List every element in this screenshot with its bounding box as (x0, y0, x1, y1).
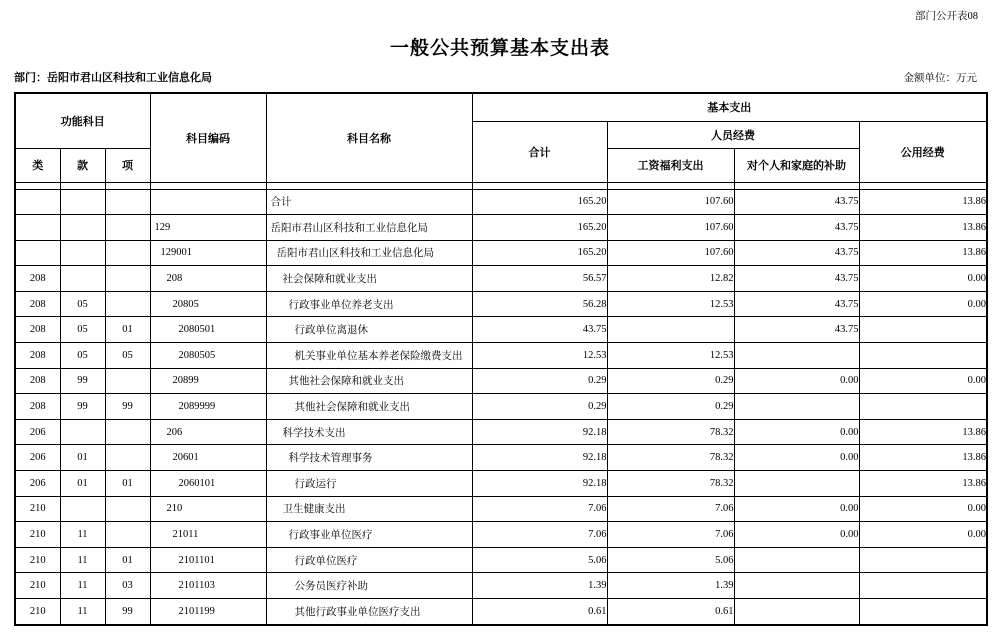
table-row (15, 522, 987, 548)
header-class: 类 (15, 148, 60, 182)
cell-class (15, 240, 60, 266)
cell-total: 0.29 (472, 394, 607, 420)
cell-family-subsidy: 0.00 (734, 419, 859, 445)
table-row (15, 291, 987, 317)
cell-salary-welfare: 12.82 (607, 266, 734, 292)
cell-class: 208 (15, 394, 60, 420)
cell-clause: 11 (60, 599, 105, 625)
table-row (15, 266, 987, 292)
cell-subject-name: 行政事业单位养老支出 (266, 291, 472, 317)
cell-clause: 01 (60, 471, 105, 497)
cell-salary-welfare: 7.06 (607, 496, 734, 522)
header-clause: 款 (60, 148, 105, 182)
cell-family-subsidy: 43.75 (734, 317, 859, 343)
cell-subject-name: 科学技术支出 (266, 419, 472, 445)
cell-family-subsidy: 0.00 (734, 368, 859, 394)
cell-family-subsidy (734, 573, 859, 599)
cell-subject-name: 其他行政事业单位医疗支出 (266, 599, 472, 625)
cell-class: 208 (15, 317, 60, 343)
cell-subject-code: 20805 (150, 291, 266, 317)
cell-salary-welfare: 107.60 (607, 215, 734, 241)
header-body-separator (15, 182, 987, 189)
cell-class: 208 (15, 368, 60, 394)
cell-clause: 11 (60, 522, 105, 548)
cell-public-funds: 13.86 (859, 471, 987, 497)
cell-total: 12.53 (472, 343, 607, 369)
cell-subject-code: 208 (150, 266, 266, 292)
table-row (15, 368, 987, 394)
cell-salary-welfare: 78.32 (607, 419, 734, 445)
meta-row (14, 69, 977, 85)
cell-class: 210 (15, 522, 60, 548)
cell-clause: 11 (60, 547, 105, 573)
table-row (15, 215, 987, 241)
cell-clause: 11 (60, 573, 105, 599)
cell-public-funds: 13.86 (859, 189, 987, 215)
cell-class (15, 189, 60, 215)
cell-family-subsidy (734, 343, 859, 369)
cell-subject-code: 2089999 (150, 394, 266, 420)
table-row (15, 547, 987, 573)
table-row (15, 189, 987, 215)
cell-clause: 05 (60, 317, 105, 343)
cell-item: 01 (105, 547, 150, 573)
cell-salary-welfare: 1.39 (607, 573, 734, 599)
cell-salary-welfare: 7.06 (607, 522, 734, 548)
cell-family-subsidy: 0.00 (734, 522, 859, 548)
cell-family-subsidy (734, 547, 859, 573)
cell-item (105, 445, 150, 471)
cell-subject-name: 科学技术管理事务 (266, 445, 472, 471)
cell-class: 210 (15, 599, 60, 625)
cell-public-funds: 0.00 (859, 368, 987, 394)
cell-salary-welfare: 0.61 (607, 599, 734, 625)
table-row (15, 240, 987, 266)
cell-clause (60, 266, 105, 292)
cell-class: 206 (15, 471, 60, 497)
cell-total: 43.75 (472, 317, 607, 343)
cell-item: 01 (105, 317, 150, 343)
cell-subject-code: 206 (150, 419, 266, 445)
cell-public-funds: 13.86 (859, 419, 987, 445)
cell-class: 206 (15, 445, 60, 471)
cell-family-subsidy: 43.75 (734, 215, 859, 241)
table-row (15, 599, 987, 625)
header-row-1 (15, 93, 987, 121)
table-row (15, 573, 987, 599)
cell-subject-code: 2080505 (150, 343, 266, 369)
cell-item (105, 189, 150, 215)
cell-family-subsidy: 43.75 (734, 189, 859, 215)
cell-salary-welfare: 78.32 (607, 471, 734, 497)
header-subject-name: 科目名称 (266, 93, 472, 182)
cell-total: 5.06 (472, 547, 607, 573)
table-header (15, 93, 987, 189)
cell-subject-code: 2080501 (150, 317, 266, 343)
table-row (15, 343, 987, 369)
cell-item: 99 (105, 394, 150, 420)
cell-clause (60, 240, 105, 266)
cell-class: 208 (15, 343, 60, 369)
cell-total: 92.18 (472, 445, 607, 471)
cell-subject-name: 卫生健康支出 (266, 496, 472, 522)
cell-salary-welfare: 12.53 (607, 343, 734, 369)
cell-item: 01 (105, 471, 150, 497)
cell-clause (60, 189, 105, 215)
page-title: 一般公共预算基本支出表 (389, 38, 610, 59)
cell-family-subsidy (734, 394, 859, 420)
cell-total: 165.20 (472, 189, 607, 215)
cell-subject-code: 2101199 (150, 599, 266, 625)
cell-total: 165.20 (472, 240, 607, 266)
cell-public-funds (859, 573, 987, 599)
cell-subject-name: 岳阳市君山区科技和工业信息化局 (266, 240, 472, 266)
cell-item (105, 368, 150, 394)
cell-subject-name: 其他社会保障和就业支出 (266, 394, 472, 420)
cell-class: 210 (15, 547, 60, 573)
cell-clause: 99 (60, 368, 105, 394)
cell-class: 208 (15, 291, 60, 317)
budget-table (14, 92, 988, 626)
table-row (15, 445, 987, 471)
cell-family-subsidy (734, 599, 859, 625)
cell-class: 210 (15, 496, 60, 522)
header-personnel-funds: 人员经费 (607, 121, 859, 148)
cell-subject-name: 合计 (266, 189, 472, 215)
cell-subject-code: 129001 (150, 240, 266, 266)
table-row (15, 419, 987, 445)
cell-salary-welfare: 0.29 (607, 394, 734, 420)
cell-subject-name: 公务员医疗补助 (266, 573, 472, 599)
cell-salary-welfare: 12.53 (607, 291, 734, 317)
cell-public-funds (859, 599, 987, 625)
cell-subject-code: 210 (150, 496, 266, 522)
cell-total: 56.57 (472, 266, 607, 292)
header-salary-welfare: 工资福利支出 (607, 148, 734, 182)
cell-public-funds: 0.00 (859, 291, 987, 317)
cell-subject-code: 129 (150, 215, 266, 241)
cell-salary-welfare: 0.29 (607, 368, 734, 394)
cell-family-subsidy: 43.75 (734, 291, 859, 317)
header-item: 项 (105, 148, 150, 182)
cell-subject-name: 岳阳市君山区科技和工业信息化局 (266, 215, 472, 241)
cell-public-funds (859, 317, 987, 343)
cell-subject-code: 2060101 (150, 471, 266, 497)
cell-subject-name: 行政单位医疗 (266, 547, 472, 573)
cell-clause: 99 (60, 394, 105, 420)
cell-salary-welfare: 5.06 (607, 547, 734, 573)
cell-item: 99 (105, 599, 150, 625)
form-number-label: 部门公开表08 (915, 11, 978, 22)
cell-salary-welfare (607, 317, 734, 343)
cell-clause: 05 (60, 343, 105, 369)
cell-clause: 05 (60, 291, 105, 317)
cell-family-subsidy: 0.00 (734, 496, 859, 522)
header-family-subsidy: 对个人和家庭的补助 (734, 148, 859, 182)
cell-total: 1.39 (472, 573, 607, 599)
cell-subject-name: 行政单位离退休 (266, 317, 472, 343)
cell-item (105, 419, 150, 445)
cell-clause (60, 496, 105, 522)
cell-subject-code: 21011 (150, 522, 266, 548)
cell-clause: 01 (60, 445, 105, 471)
cell-item (105, 266, 150, 292)
header-functional-subject: 功能科目 (15, 93, 150, 148)
cell-total: 7.06 (472, 496, 607, 522)
header-public-funds: 公用经费 (859, 121, 987, 182)
cell-subject-code: 20601 (150, 445, 266, 471)
cell-item: 03 (105, 573, 150, 599)
cell-subject-name: 机关事业单位基本养老保险缴费支出 (266, 343, 472, 369)
cell-family-subsidy: 0.00 (734, 445, 859, 471)
cell-public-funds (859, 394, 987, 420)
cell-total: 0.29 (472, 368, 607, 394)
cell-class (15, 215, 60, 241)
cell-item (105, 291, 150, 317)
cell-family-subsidy (734, 471, 859, 497)
header-basic-expenditure: 基本支出 (472, 93, 987, 121)
table-row (15, 394, 987, 420)
cell-item (105, 522, 150, 548)
cell-public-funds: 0.00 (859, 266, 987, 292)
cell-salary-welfare: 107.60 (607, 189, 734, 215)
department-label: 部门：岳阳市君山区科技和工业信息化局 (14, 72, 212, 84)
amount-unit-label: 金额单位：万元 (903, 73, 977, 84)
header-subject-code: 科目编码 (150, 93, 266, 182)
table-body (15, 189, 987, 625)
cell-salary-welfare: 78.32 (607, 445, 734, 471)
cell-item (105, 496, 150, 522)
cell-subject-name: 其他社会保障和就业支出 (266, 368, 472, 394)
cell-family-subsidy: 43.75 (734, 266, 859, 292)
cell-class: 208 (15, 266, 60, 292)
cell-family-subsidy: 43.75 (734, 240, 859, 266)
cell-total: 165.20 (472, 215, 607, 241)
cell-total: 0.61 (472, 599, 607, 625)
cell-class: 206 (15, 419, 60, 445)
cell-item: 05 (105, 343, 150, 369)
cell-item (105, 215, 150, 241)
cell-class: 210 (15, 573, 60, 599)
cell-subject-name: 行政运行 (266, 471, 472, 497)
cell-public-funds: 13.86 (859, 240, 987, 266)
cell-total: 92.18 (472, 419, 607, 445)
cell-subject-code: 2101103 (150, 573, 266, 599)
cell-public-funds: 0.00 (859, 496, 987, 522)
cell-total: 56.28 (472, 291, 607, 317)
cell-subject-name: 行政事业单位医疗 (266, 522, 472, 548)
table-row (15, 317, 987, 343)
cell-public-funds (859, 343, 987, 369)
cell-clause (60, 419, 105, 445)
header-total: 合计 (472, 121, 607, 182)
cell-subject-code: 20899 (150, 368, 266, 394)
cell-subject-code (150, 189, 266, 215)
cell-total: 92.18 (472, 471, 607, 497)
cell-public-funds: 13.86 (859, 215, 987, 241)
cell-item (105, 240, 150, 266)
cell-clause (60, 215, 105, 241)
table-row (15, 471, 987, 497)
table-row (15, 496, 987, 522)
cell-subject-name: 社会保障和就业支出 (266, 266, 472, 292)
cell-public-funds: 0.00 (859, 522, 987, 548)
cell-public-funds: 13.86 (859, 445, 987, 471)
cell-salary-welfare: 107.60 (607, 240, 734, 266)
cell-subject-code: 2101101 (150, 547, 266, 573)
cell-public-funds (859, 547, 987, 573)
cell-total: 7.06 (472, 522, 607, 548)
